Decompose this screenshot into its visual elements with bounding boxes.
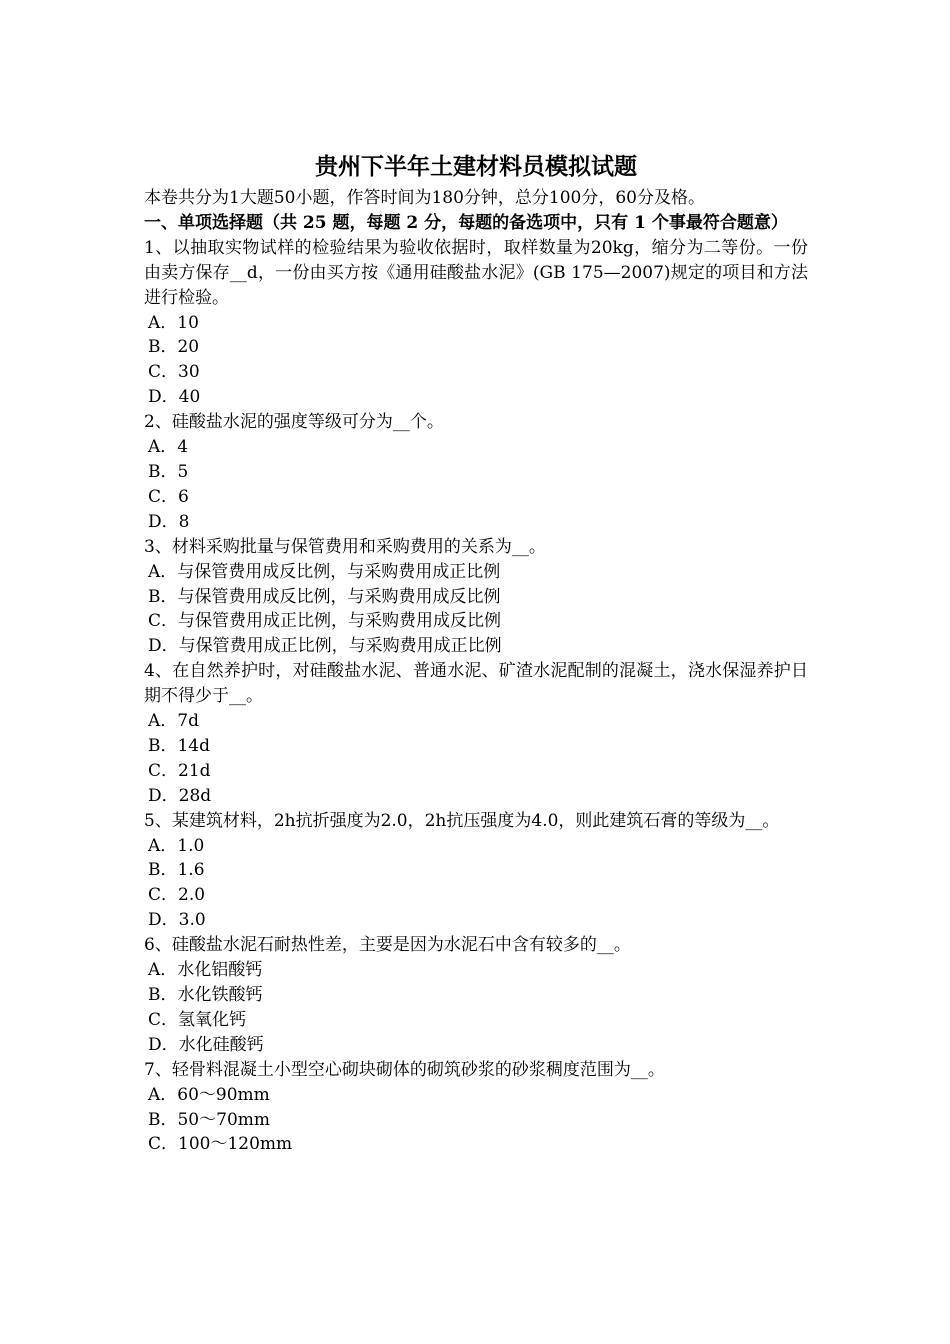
question-3 [144, 535, 808, 660]
option-c: C．氢氧化钙 [148, 1009, 247, 1030]
question-7 [144, 1058, 808, 1158]
option-c: C．30 [148, 362, 200, 383]
option-d: D．3.0 [148, 910, 206, 931]
question-2 [144, 410, 808, 535]
option-b: B．14d [148, 735, 211, 756]
question-6 [144, 933, 808, 1058]
option-c: C．100～120mm [148, 1134, 293, 1155]
option-d: D．与保管费用成正比例，与采购费用成正比例 [148, 636, 502, 657]
document-title: 贵州下半年土建材料员模拟试题 [315, 153, 637, 180]
option-a: A．与保管费用成反比例，与采购费用成正比例 [148, 561, 501, 582]
option-c: C．与保管费用成正比例，与采购费用成反比例 [148, 611, 502, 632]
question-stem: 5、某建筑材料，2h抗折强度为2.0，2h抗压强度为4.0，则此建筑石膏的等级为__。 [144, 810, 780, 831]
section-title: 一、单项选择题（共 25 题，每题 2 分，每题的备选项中，只有 1 个事最符合题意） [144, 212, 788, 233]
option-d: D．40 [148, 387, 201, 408]
question-stem: 4、在自然养护时，对硅酸盐水泥、普通水泥、矿渣水泥配制的混凝土，浇水保湿养护日期不得少于__。 [144, 661, 808, 707]
question-stem: 1、以抽取实物试样的检验结果为验收依据时，取样数量为20kg，缩分为二等份。一份由卖方保存__d，一份由买方按《通用硅酸盐水泥》(GB 175—2007)规定的项目和方法进行检验。 [144, 237, 808, 308]
option-a: A．1.0 [148, 835, 205, 856]
question-stem: 3、材料采购批量与保管费用和采购费用的关系为__。 [144, 536, 546, 557]
option-a: A．水化铝酸钙 [148, 960, 263, 981]
document-page [144, 150, 808, 1157]
question-5 [144, 809, 808, 934]
option-b: B．20 [148, 337, 200, 358]
option-d: D．28d [148, 785, 212, 806]
question-stem: 6、硅酸盐水泥石耐热性差，主要是因为水泥石中含有较多的__。 [144, 935, 631, 956]
option-b: B．与保管费用成反比例，与采购费用成反比例 [148, 586, 501, 607]
option-c: C．2.0 [148, 885, 206, 906]
option-b: B．50～70mm [148, 1109, 270, 1130]
option-b: B．5 [148, 461, 189, 482]
question-list [144, 236, 808, 1158]
option-d: D．水化硅酸钙 [148, 1034, 264, 1055]
option-c: C．21d [148, 760, 211, 781]
question-stem: 7、轻骨料混凝土小型空心砌块砌体的砌筑砂浆的砂浆稠度范围为__。 [144, 1059, 665, 1080]
question-1 [144, 236, 808, 410]
option-b: B．1.6 [148, 860, 205, 881]
question-stem: 2、硅酸盐水泥的强度等级可分为__个。 [144, 412, 444, 433]
option-a: A．7d [148, 711, 199, 732]
option-b: B．水化铁酸钙 [148, 985, 263, 1005]
exam-intro: 本卷共分为1大题50小题，作答时间为180分钟，总分100分，60分及格。 [144, 188, 705, 208]
option-a: A．10 [148, 312, 199, 333]
option-d: D．8 [148, 511, 190, 532]
question-4 [144, 659, 808, 808]
option-a: A．4 [148, 437, 189, 458]
option-a: A．60～90mm [148, 1084, 270, 1105]
option-c: C．6 [148, 486, 189, 507]
